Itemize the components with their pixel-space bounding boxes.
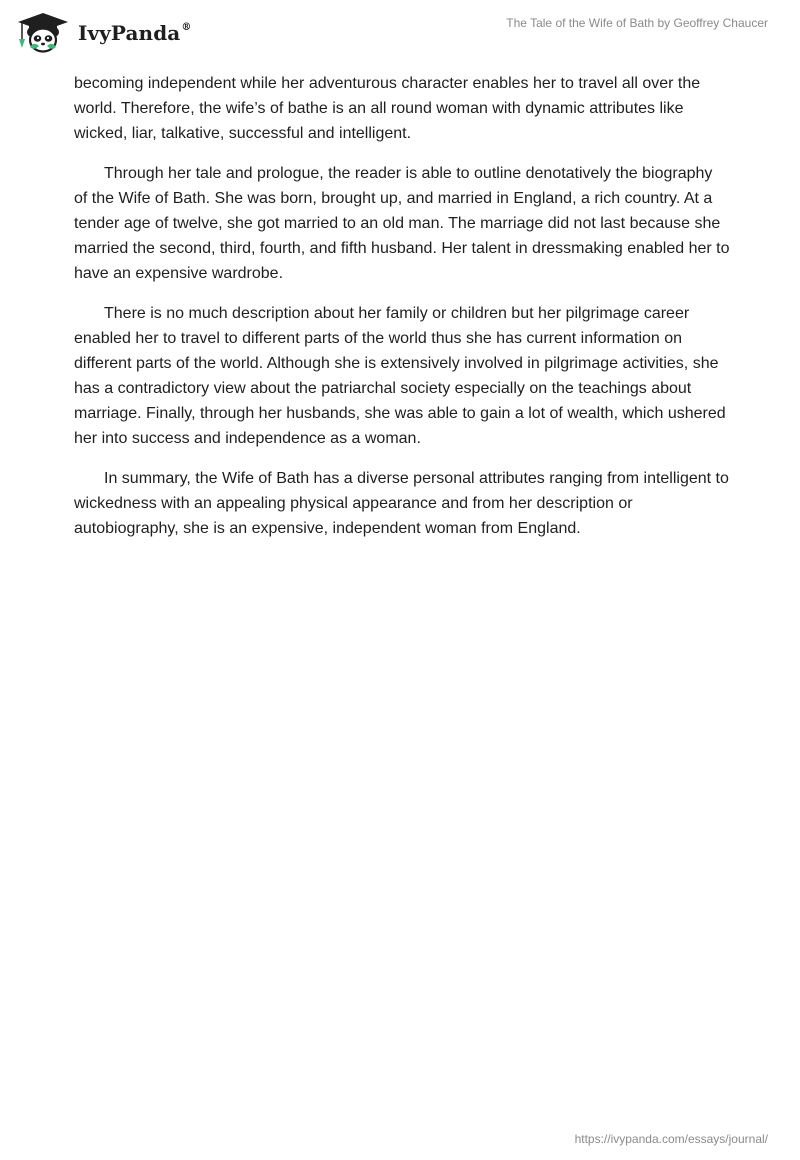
brand-name: IvyPanda® — [78, 21, 192, 45]
paragraph-continuation: becoming independent while her adventurous character enables her to travel all over the world. Therefore, the wife’s of bathe is an all round woman with dynamic attributes like wicked, liar, talkative, successful and intelligent. — [74, 75, 701, 142]
document-title: The Tale of the Wife of Bath by Geoffrey Chaucer — [506, 16, 768, 30]
panda-graduate-icon — [14, 11, 72, 53]
page-header — [0, 0, 800, 60]
essay-body — [74, 71, 730, 556]
paragraph: In summary, the Wife of Bath has a diverse personal attributes ranging from intelligent to wickedness with an appealing physical appearance and from her description or autobiography, she is an expensive, independent woman from England. — [74, 470, 729, 537]
source-url-link[interactable]: https://ivypanda.com/essays/journal/ — [574, 1132, 768, 1146]
registered-mark: ® — [181, 22, 192, 34]
ivypanda-logo[interactable] — [14, 8, 191, 56]
paragraph: Through her tale and prologue, the reader is able to outline denotatively the biography of the Wife of Bath. She was born, brought up, and married in England, a rich country. At a tender age of twelve, she got married to an old man. The marriage did not last because she married the second, third, fourth, and fifth husband. Her talent in dressmaking enabled her to have an expensive wardrobe. — [74, 165, 730, 282]
paragraph: There is no much description about her family or children but her pilgrimage career enabled her to travel to different parts of the world thus she has current information on different parts of the world. Although she is extensively involved in pilgrimage activities, she has a contradictory view about the patriarchal society especially on the teachings about marriage. Finally, through her husbands, she was able to gain a lot of wealth, which ushered her into success and independence as a woman. — [74, 305, 726, 447]
